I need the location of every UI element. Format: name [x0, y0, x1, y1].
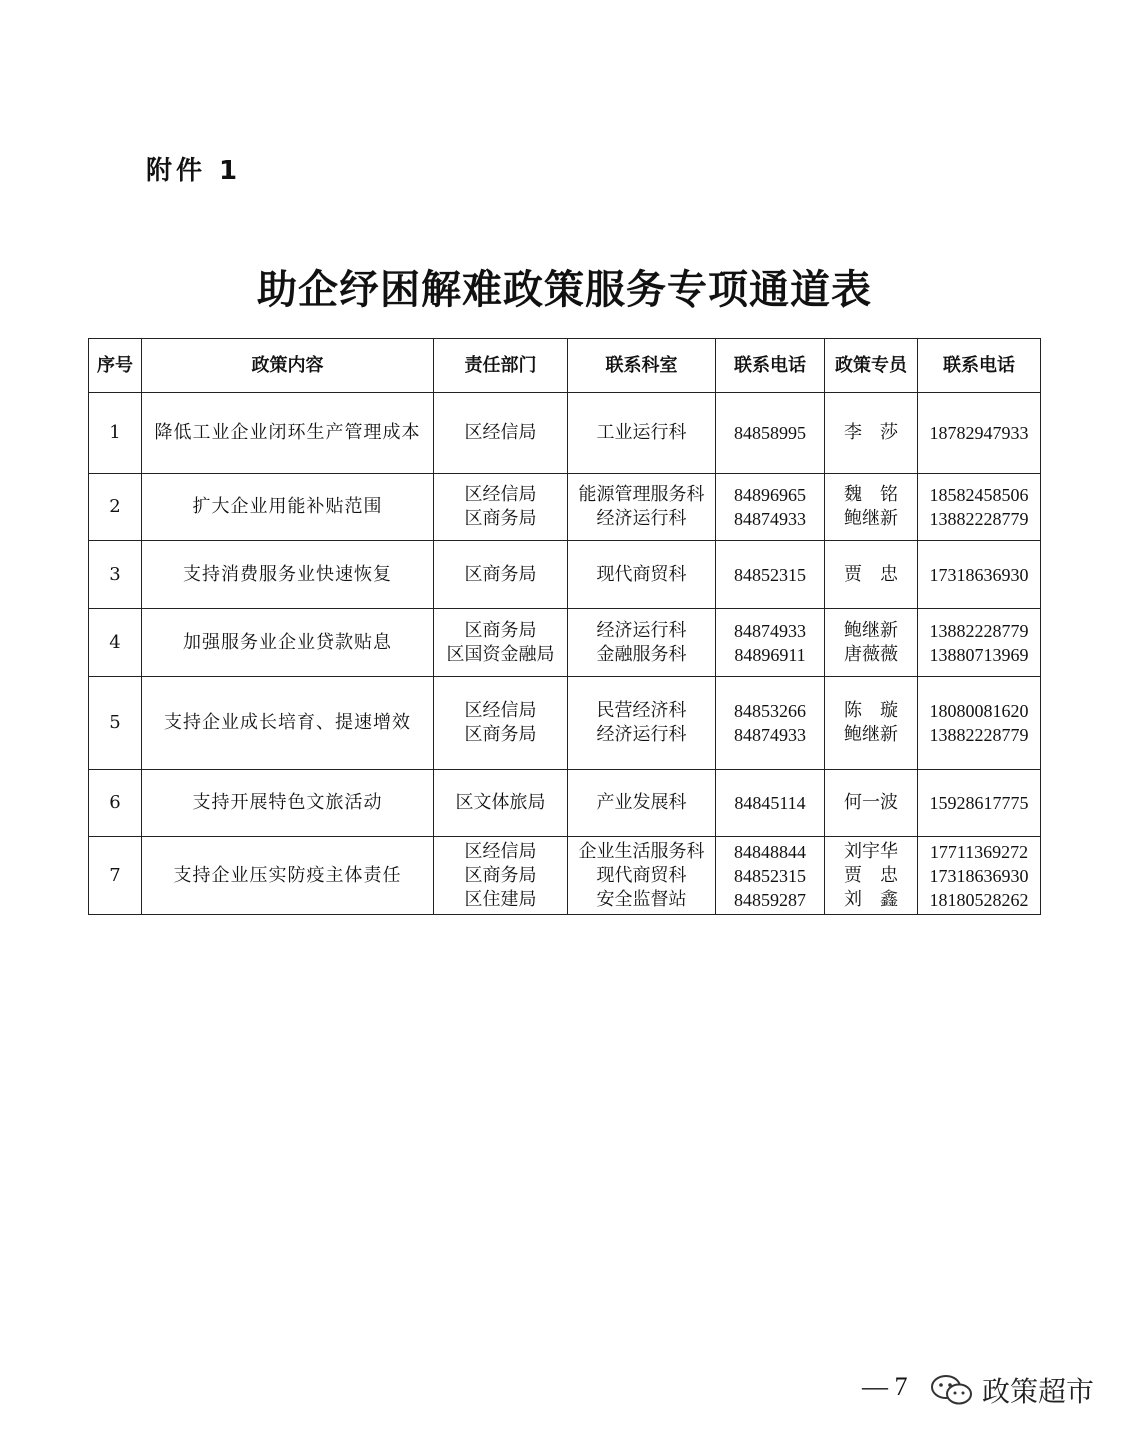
- officer-phone-cell: [918, 609, 1041, 677]
- office-phone-cell: [716, 837, 825, 915]
- wechat-icon: [930, 1373, 974, 1407]
- department-line: 区商务局: [464, 724, 537, 745]
- officer-phone-line: 17711369272: [929, 841, 1029, 862]
- officer-line: 鲍继新: [844, 724, 898, 745]
- officer-line: 鲍继新: [844, 619, 898, 641]
- policy-content-cell: 支持消费服务业快速恢复: [142, 541, 434, 609]
- header-cell: 联系电话: [716, 339, 825, 393]
- department-line: 区住建局: [464, 888, 537, 910]
- department-cell: [434, 474, 568, 541]
- officer-line: 魏 铭: [844, 484, 898, 505]
- officer-line: 陈 璇: [844, 700, 898, 721]
- office-cell: [568, 837, 716, 915]
- office-phone-line: 84852315: [734, 865, 806, 886]
- office-line: 民营经济科: [596, 700, 687, 721]
- row-number-cell: 1: [89, 393, 142, 474]
- office-phone-line: 84859287: [734, 889, 806, 910]
- office-phone-line: 84852315: [734, 564, 806, 585]
- department-cell: [434, 770, 568, 837]
- officer-phone-cell: [918, 770, 1041, 837]
- officer-cell: [825, 609, 918, 677]
- officer-phone-line: 13882228779: [929, 725, 1029, 745]
- officer-cell: [825, 474, 918, 541]
- office-line: 经济运行科: [596, 619, 687, 641]
- watermark: [930, 1370, 1094, 1410]
- officer-line: 刘 鑫: [844, 888, 898, 910]
- row-number-cell: 4: [89, 609, 142, 677]
- department-line: 区国资金融局: [446, 643, 555, 665]
- office-line: 企业生活服务科: [578, 840, 705, 862]
- office-cell: [568, 541, 716, 609]
- policy-content-cell: 支持开展特色文旅活动: [142, 770, 434, 837]
- officer-phone-cell: [918, 393, 1041, 474]
- policy-content-cell: 加强服务业企业贷款贴息: [142, 609, 434, 677]
- office-phone-cell: [716, 393, 825, 474]
- office-cell: [568, 474, 716, 541]
- officer-line: 贾 忠: [844, 864, 898, 886]
- office-line: 经济运行科: [596, 508, 687, 529]
- policy-content-cell: 降低工业企业闭环生产管理成本: [142, 393, 434, 474]
- table-row: [89, 474, 1041, 541]
- department-line: 区经信局: [464, 484, 537, 505]
- officer-line: 鲍继新: [844, 508, 898, 529]
- office-phone-cell: [716, 770, 825, 837]
- table-body: [89, 393, 1041, 915]
- officer-phone-line: 17318636930: [929, 564, 1029, 585]
- officer-phone-line: 18782947933: [929, 423, 1029, 443]
- officer-phone-line: 13882228779: [929, 509, 1029, 529]
- attachment-label: 附件 1: [146, 156, 242, 186]
- department-line: 区商务局: [464, 864, 537, 886]
- officer-phone-cell: [918, 474, 1041, 541]
- table-row: [89, 541, 1041, 609]
- table-row: [89, 837, 1041, 915]
- officer-phone-line: 18180528262: [929, 889, 1029, 910]
- header-cell: 政策内容: [142, 339, 434, 393]
- officer-phone-cell: [918, 837, 1041, 915]
- officer-line: 何一波: [844, 792, 898, 813]
- department-cell: [434, 837, 568, 915]
- department-line: 区经信局: [464, 840, 537, 862]
- policy-content-cell: 扩大企业用能补贴范围: [142, 474, 434, 541]
- document-title: 助企纾困解难政策服务专项通道表: [257, 266, 872, 313]
- office-line: 安全监督站: [596, 888, 687, 910]
- department-line: 区商务局: [464, 619, 537, 641]
- office-phone-line: 84874933: [734, 620, 806, 641]
- office-phone-line: 84874933: [734, 725, 806, 745]
- officer-cell: [825, 837, 918, 915]
- office-line: 能源管理服务科: [578, 484, 705, 505]
- officer-phone-line: 15928617775: [929, 793, 1029, 813]
- officer-line: 贾 忠: [844, 563, 898, 585]
- policy-content-cell: 支持企业成长培育、提速增效: [142, 677, 434, 770]
- office-line: 现代商贸科: [596, 864, 687, 886]
- office-cell: [568, 609, 716, 677]
- officer-phone-line: 18582458506: [929, 485, 1029, 505]
- table-row: [89, 609, 1041, 677]
- officer-phone-cell: [918, 677, 1041, 770]
- header-cell: 联系科室: [568, 339, 716, 393]
- office-line: 金融服务科: [596, 643, 687, 665]
- office-phone-cell: [716, 677, 825, 770]
- header-cell: 政策专员: [825, 339, 918, 393]
- department-line: 区文体旅局: [455, 792, 546, 813]
- office-line: 产业发展科: [596, 792, 687, 813]
- office-phone-line: 84858995: [734, 423, 806, 443]
- office-phone-cell: [716, 474, 825, 541]
- office-phone-line: 84853266: [734, 701, 806, 721]
- office-cell: [568, 677, 716, 770]
- office-phone-line: 84896965: [734, 485, 806, 505]
- officer-line: 李 莎: [844, 422, 898, 443]
- row-number-cell: 3: [89, 541, 142, 609]
- table-row: [89, 393, 1041, 474]
- office-phone-line: 84845114: [734, 793, 806, 813]
- officer-cell: [825, 541, 918, 609]
- officer-phone-line: 18080081620: [929, 701, 1029, 721]
- officer-phone-cell: [918, 541, 1041, 609]
- department-cell: [434, 609, 568, 677]
- department-line: 区经信局: [464, 422, 537, 443]
- table-header-row: [89, 339, 1041, 393]
- officer-phone-line: 13880713969: [929, 644, 1029, 665]
- office-phone-cell: [716, 541, 825, 609]
- officer-cell: [825, 677, 918, 770]
- office-phone-cell: [716, 609, 825, 677]
- department-line: 区经信局: [464, 700, 537, 721]
- department-line: 区商务局: [464, 563, 537, 585]
- row-number-cell: 5: [89, 677, 142, 770]
- officer-cell: [825, 770, 918, 837]
- office-line: 经济运行科: [596, 724, 687, 745]
- row-number-cell: 6: [89, 770, 142, 837]
- officer-line: 刘宇华: [844, 840, 898, 862]
- header-cell: 序号: [89, 339, 142, 393]
- office-cell: [568, 393, 716, 474]
- header-cell: 责任部门: [434, 339, 568, 393]
- row-number-cell: 7: [89, 837, 142, 915]
- policy-content-cell: 支持企业压实防疫主体责任: [142, 837, 434, 915]
- page-number: — 7: [862, 1372, 908, 1401]
- office-line: 工业运行科: [596, 422, 687, 443]
- policy-table: [88, 338, 1041, 915]
- department-cell: [434, 541, 568, 609]
- officer-phone-line: 13882228779: [929, 620, 1029, 641]
- department-cell: [434, 393, 568, 474]
- department-line: 区商务局: [464, 508, 537, 529]
- header-cell: 联系电话: [918, 339, 1041, 393]
- office-line: 现代商贸科: [596, 563, 687, 585]
- department-cell: [434, 677, 568, 770]
- officer-cell: [825, 393, 918, 474]
- office-phone-line: 84874933: [734, 509, 806, 529]
- officer-line: 唐薇薇: [844, 643, 898, 665]
- watermark-text: 政策超市: [982, 1375, 1095, 1408]
- table-row: [89, 770, 1041, 837]
- office-phone-line: 84896911: [734, 644, 806, 665]
- table-row: [89, 677, 1041, 770]
- office-cell: [568, 770, 716, 837]
- office-phone-line: 84848844: [734, 841, 806, 862]
- officer-phone-line: 17318636930: [929, 865, 1029, 886]
- row-number-cell: 2: [89, 474, 142, 541]
